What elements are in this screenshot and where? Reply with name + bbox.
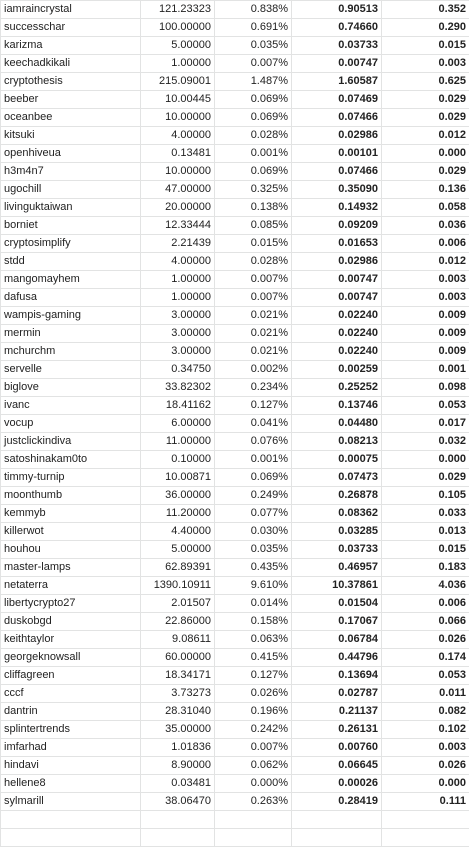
cell-amount[interactable]: 12.33444 bbox=[141, 217, 215, 235]
cell-value[interactable]: 0.00747 bbox=[292, 55, 382, 73]
cell-amount[interactable]: 0.13481 bbox=[141, 145, 215, 163]
cell-percent[interactable]: 0.196% bbox=[215, 703, 292, 721]
cell-value[interactable]: 0.00101 bbox=[292, 145, 382, 163]
cell-value[interactable]: 0.00747 bbox=[292, 289, 382, 307]
table-row bbox=[1, 613, 469, 631]
cell-username[interactable]: karizma bbox=[1, 37, 141, 55]
cell-percent[interactable]: 0.069% bbox=[215, 109, 292, 127]
table-row bbox=[1, 703, 469, 721]
cell-percent[interactable]: 0.076% bbox=[215, 433, 292, 451]
table-row bbox=[1, 289, 469, 307]
cell-amount[interactable]: 5.00000 bbox=[141, 37, 215, 55]
cell-reward[interactable]: 0.015 bbox=[382, 37, 469, 55]
cell-reward[interactable]: 0.036 bbox=[382, 217, 469, 235]
cell-username[interactable]: keechadkikali bbox=[1, 55, 141, 73]
cell-reward[interactable]: 0.098 bbox=[382, 379, 469, 397]
cell-amount[interactable]: 22.86000 bbox=[141, 613, 215, 631]
cell-value[interactable]: 0.00747 bbox=[292, 271, 382, 289]
table-row bbox=[1, 541, 469, 559]
cell-username[interactable]: dafusa bbox=[1, 289, 141, 307]
cell-value[interactable]: 0.07469 bbox=[292, 91, 382, 109]
table-row bbox=[1, 721, 469, 739]
cell-percent[interactable]: 0.069% bbox=[215, 469, 292, 487]
cell-reward[interactable]: 0.026 bbox=[382, 631, 469, 649]
cell-amount[interactable]: 18.41162 bbox=[141, 397, 215, 415]
cell-reward[interactable]: 0.013 bbox=[382, 523, 469, 541]
cell-value[interactable]: 0.35090 bbox=[292, 181, 382, 199]
cell-value[interactable]: 0.46957 bbox=[292, 559, 382, 577]
cell-amount[interactable]: 10.00000 bbox=[141, 109, 215, 127]
cell-amount[interactable]: 0.03481 bbox=[141, 775, 215, 793]
cell-reward[interactable]: 0.029 bbox=[382, 91, 469, 109]
cell-username[interactable]: servelle bbox=[1, 361, 141, 379]
cell-amount[interactable] bbox=[141, 811, 215, 829]
cell-username[interactable]: mangomayhem bbox=[1, 271, 141, 289]
grid-body bbox=[1, 1, 469, 847]
cell-amount[interactable]: 28.31040 bbox=[141, 703, 215, 721]
cell-username[interactable]: kitsuki bbox=[1, 127, 141, 145]
cell-username[interactable]: imfarhad bbox=[1, 739, 141, 757]
cell-amount[interactable]: 47.00000 bbox=[141, 181, 215, 199]
cell-amount[interactable]: 18.34171 bbox=[141, 667, 215, 685]
table-row bbox=[1, 325, 469, 343]
cell-amount[interactable]: 3.00000 bbox=[141, 343, 215, 361]
cell-username[interactable]: master-lamps bbox=[1, 559, 141, 577]
cell-reward[interactable]: 0.000 bbox=[382, 145, 469, 163]
table-row bbox=[1, 775, 469, 793]
table-row bbox=[1, 145, 469, 163]
cell-value[interactable]: 0.02787 bbox=[292, 685, 382, 703]
cell-percent[interactable]: 1.487% bbox=[215, 73, 292, 91]
cell-username[interactable]: iamraincrystal bbox=[1, 1, 141, 19]
cell-reward[interactable]: 0.105 bbox=[382, 487, 469, 505]
cell-amount[interactable]: 100.00000 bbox=[141, 19, 215, 37]
cell-username[interactable]: satoshinakam0to bbox=[1, 451, 141, 469]
cell-username[interactable]: biglove bbox=[1, 379, 141, 397]
table-row bbox=[1, 253, 469, 271]
cell-value[interactable]: 0.14932 bbox=[292, 199, 382, 217]
cell-reward[interactable] bbox=[382, 829, 469, 847]
cell-amount[interactable]: 62.89391 bbox=[141, 559, 215, 577]
cell-reward[interactable]: 0.003 bbox=[382, 55, 469, 73]
cell-username[interactable]: beeber bbox=[1, 91, 141, 109]
table-row bbox=[1, 487, 469, 505]
cell-percent[interactable]: 0.062% bbox=[215, 757, 292, 775]
table-row bbox=[1, 433, 469, 451]
cell-value[interactable]: 0.21137 bbox=[292, 703, 382, 721]
cell-percent[interactable]: 0.021% bbox=[215, 325, 292, 343]
cell-percent[interactable] bbox=[215, 811, 292, 829]
cell-amount[interactable]: 4.00000 bbox=[141, 127, 215, 145]
cell-amount[interactable]: 35.00000 bbox=[141, 721, 215, 739]
cell-value[interactable]: 0.07473 bbox=[292, 469, 382, 487]
cell-value[interactable]: 0.26131 bbox=[292, 721, 382, 739]
table-row bbox=[1, 1, 469, 19]
cell-amount[interactable]: 38.06470 bbox=[141, 793, 215, 811]
cell-percent[interactable]: 0.041% bbox=[215, 415, 292, 433]
cell-value[interactable]: 0.44796 bbox=[292, 649, 382, 667]
cell-value[interactable]: 0.00760 bbox=[292, 739, 382, 757]
cell-amount[interactable]: 11.20000 bbox=[141, 505, 215, 523]
cell-username[interactable]: houhou bbox=[1, 541, 141, 559]
cell-reward[interactable]: 0.012 bbox=[382, 253, 469, 271]
cell-value[interactable]: 0.02986 bbox=[292, 253, 382, 271]
cell-username[interactable]: h3m4n7 bbox=[1, 163, 141, 181]
cell-percent[interactable]: 0.026% bbox=[215, 685, 292, 703]
cell-percent[interactable]: 0.001% bbox=[215, 145, 292, 163]
table-row bbox=[1, 829, 469, 847]
cell-reward[interactable]: 0.000 bbox=[382, 451, 469, 469]
cell-username[interactable]: hellene8 bbox=[1, 775, 141, 793]
cell-amount[interactable]: 36.00000 bbox=[141, 487, 215, 505]
cell-percent[interactable]: 0.077% bbox=[215, 505, 292, 523]
cell-value[interactable]: 0.00075 bbox=[292, 451, 382, 469]
cell-reward[interactable]: 0.029 bbox=[382, 109, 469, 127]
cell-percent[interactable]: 0.325% bbox=[215, 181, 292, 199]
cell-value[interactable]: 0.06784 bbox=[292, 631, 382, 649]
cell-percent[interactable]: 0.069% bbox=[215, 91, 292, 109]
cell-username[interactable] bbox=[1, 829, 141, 847]
cell-amount[interactable]: 3.00000 bbox=[141, 307, 215, 325]
cell-username[interactable]: georgeknowsall bbox=[1, 649, 141, 667]
cell-reward[interactable]: 0.183 bbox=[382, 559, 469, 577]
cell-percent[interactable]: 0.021% bbox=[215, 307, 292, 325]
cell-amount[interactable]: 2.01507 bbox=[141, 595, 215, 613]
table-row bbox=[1, 379, 469, 397]
cell-reward[interactable]: 0.053 bbox=[382, 667, 469, 685]
cell-amount[interactable]: 3.73273 bbox=[141, 685, 215, 703]
cell-reward[interactable]: 0.017 bbox=[382, 415, 469, 433]
cell-amount[interactable]: 5.00000 bbox=[141, 541, 215, 559]
cell-amount[interactable]: 3.00000 bbox=[141, 325, 215, 343]
cell-value[interactable]: 0.02240 bbox=[292, 307, 382, 325]
table-row bbox=[1, 55, 469, 73]
cell-value[interactable]: 0.26878 bbox=[292, 487, 382, 505]
table-row bbox=[1, 199, 469, 217]
cell-username[interactable]: mchurchm bbox=[1, 343, 141, 361]
cell-value[interactable] bbox=[292, 829, 382, 847]
cell-username[interactable] bbox=[1, 811, 141, 829]
table-row bbox=[1, 415, 469, 433]
table-row bbox=[1, 505, 469, 523]
table-row bbox=[1, 685, 469, 703]
cell-percent[interactable]: 0.263% bbox=[215, 793, 292, 811]
table-row bbox=[1, 793, 469, 811]
cell-percent[interactable]: 0.015% bbox=[215, 235, 292, 253]
table-row bbox=[1, 577, 469, 595]
cell-amount[interactable]: 9.08611 bbox=[141, 631, 215, 649]
cell-username[interactable]: timmy-turnip bbox=[1, 469, 141, 487]
cell-amount[interactable]: 0.10000 bbox=[141, 451, 215, 469]
cell-percent[interactable]: 0.030% bbox=[215, 523, 292, 541]
cell-reward[interactable]: 0.352 bbox=[382, 1, 469, 19]
cell-username[interactable]: successchar bbox=[1, 19, 141, 37]
cell-username[interactable]: mermin bbox=[1, 325, 141, 343]
cell-amount[interactable]: 1.00000 bbox=[141, 289, 215, 307]
cell-amount[interactable]: 121.23323 bbox=[141, 1, 215, 19]
cell-percent[interactable]: 0.234% bbox=[215, 379, 292, 397]
cell-amount[interactable]: 215.09001 bbox=[141, 73, 215, 91]
table-row bbox=[1, 109, 469, 127]
cell-value[interactable]: 0.08213 bbox=[292, 433, 382, 451]
cell-value[interactable]: 0.17067 bbox=[292, 613, 382, 631]
cell-percent[interactable]: 0.127% bbox=[215, 397, 292, 415]
cell-username[interactable]: justclickindiva bbox=[1, 433, 141, 451]
cell-value[interactable]: 0.02986 bbox=[292, 127, 382, 145]
cell-amount[interactable]: 6.00000 bbox=[141, 415, 215, 433]
cell-reward[interactable]: 0.033 bbox=[382, 505, 469, 523]
table-row bbox=[1, 217, 469, 235]
table-row bbox=[1, 469, 469, 487]
cell-username[interactable]: ugochill bbox=[1, 181, 141, 199]
cell-percent[interactable]: 0.028% bbox=[215, 127, 292, 145]
cell-reward[interactable]: 0.009 bbox=[382, 343, 469, 361]
cell-username[interactable]: moonthumb bbox=[1, 487, 141, 505]
table-row bbox=[1, 595, 469, 613]
cell-username[interactable]: netaterra bbox=[1, 577, 141, 595]
cell-reward[interactable]: 0.006 bbox=[382, 595, 469, 613]
cell-percent[interactable]: 0.069% bbox=[215, 163, 292, 181]
cell-reward[interactable]: 0.625 bbox=[382, 73, 469, 91]
cell-username[interactable]: openhiveua bbox=[1, 145, 141, 163]
table-row bbox=[1, 757, 469, 775]
cell-username[interactable]: cryptosimplify bbox=[1, 235, 141, 253]
cell-amount[interactable]: 10.00445 bbox=[141, 91, 215, 109]
cell-percent[interactable]: 0.838% bbox=[215, 1, 292, 19]
cell-percent[interactable]: 0.138% bbox=[215, 199, 292, 217]
cell-value[interactable]: 1.60587 bbox=[292, 73, 382, 91]
cell-value[interactable]: 0.03285 bbox=[292, 523, 382, 541]
cell-username[interactable]: hindavi bbox=[1, 757, 141, 775]
cell-username[interactable]: wampis-gaming bbox=[1, 307, 141, 325]
cell-percent[interactable]: 0.415% bbox=[215, 649, 292, 667]
cell-percent[interactable]: 0.063% bbox=[215, 631, 292, 649]
cell-amount[interactable]: 8.90000 bbox=[141, 757, 215, 775]
cell-reward[interactable]: 0.001 bbox=[382, 361, 469, 379]
cell-percent[interactable]: 0.158% bbox=[215, 613, 292, 631]
cell-percent[interactable]: 0.035% bbox=[215, 37, 292, 55]
cell-reward[interactable]: 0.066 bbox=[382, 613, 469, 631]
cell-reward[interactable]: 0.009 bbox=[382, 325, 469, 343]
cell-amount[interactable]: 60.00000 bbox=[141, 649, 215, 667]
cell-percent[interactable]: 0.007% bbox=[215, 271, 292, 289]
cell-reward[interactable]: 0.009 bbox=[382, 307, 469, 325]
table-row bbox=[1, 127, 469, 145]
cell-reward[interactable]: 0.029 bbox=[382, 163, 469, 181]
cell-username[interactable]: killerwot bbox=[1, 523, 141, 541]
cell-value[interactable]: 0.07466 bbox=[292, 109, 382, 127]
cell-value[interactable]: 0.90513 bbox=[292, 1, 382, 19]
cell-username[interactable]: oceanbee bbox=[1, 109, 141, 127]
cell-value[interactable]: 0.00259 bbox=[292, 361, 382, 379]
cell-reward[interactable]: 0.082 bbox=[382, 703, 469, 721]
cell-reward[interactable]: 0.290 bbox=[382, 19, 469, 37]
cell-amount[interactable]: 4.00000 bbox=[141, 253, 215, 271]
table-row bbox=[1, 649, 469, 667]
cell-percent[interactable]: 9.610% bbox=[215, 577, 292, 595]
table-row bbox=[1, 397, 469, 415]
cell-username[interactable]: duskobgd bbox=[1, 613, 141, 631]
table-row bbox=[1, 343, 469, 361]
cell-value[interactable]: 0.00026 bbox=[292, 775, 382, 793]
cell-reward[interactable]: 0.003 bbox=[382, 271, 469, 289]
table-row bbox=[1, 667, 469, 685]
cell-reward[interactable]: 0.000 bbox=[382, 775, 469, 793]
table-row bbox=[1, 163, 469, 181]
cell-reward[interactable]: 4.036 bbox=[382, 577, 469, 595]
cell-amount[interactable]: 4.40000 bbox=[141, 523, 215, 541]
table-row bbox=[1, 811, 469, 829]
cell-amount[interactable]: 1390.10911 bbox=[141, 577, 215, 595]
cell-username[interactable]: livinguktaiwan bbox=[1, 199, 141, 217]
cell-amount[interactable]: 0.34750 bbox=[141, 361, 215, 379]
cell-percent[interactable]: 0.249% bbox=[215, 487, 292, 505]
table-row bbox=[1, 559, 469, 577]
cell-percent[interactable] bbox=[215, 829, 292, 847]
cell-reward[interactable]: 0.058 bbox=[382, 199, 469, 217]
cell-username[interactable]: sylmarill bbox=[1, 793, 141, 811]
cell-value[interactable]: 0.28419 bbox=[292, 793, 382, 811]
cell-username[interactable]: kemmyb bbox=[1, 505, 141, 523]
table-row bbox=[1, 73, 469, 91]
table-row bbox=[1, 361, 469, 379]
cell-percent[interactable]: 0.002% bbox=[215, 361, 292, 379]
cell-reward[interactable]: 0.012 bbox=[382, 127, 469, 145]
cell-amount[interactable]: 11.00000 bbox=[141, 433, 215, 451]
cell-amount[interactable]: 1.00000 bbox=[141, 271, 215, 289]
cell-value[interactable]: 0.09209 bbox=[292, 217, 382, 235]
cell-percent[interactable]: 0.127% bbox=[215, 667, 292, 685]
cell-amount[interactable]: 20.00000 bbox=[141, 199, 215, 217]
cell-percent[interactable]: 0.014% bbox=[215, 595, 292, 613]
cell-reward[interactable] bbox=[382, 811, 469, 829]
cell-reward[interactable]: 0.015 bbox=[382, 541, 469, 559]
cell-percent[interactable]: 0.007% bbox=[215, 289, 292, 307]
cell-percent[interactable]: 0.021% bbox=[215, 343, 292, 361]
table-row bbox=[1, 235, 469, 253]
cell-username[interactable]: cliffagreen bbox=[1, 667, 141, 685]
cell-value[interactable]: 0.06645 bbox=[292, 757, 382, 775]
cell-percent[interactable]: 0.691% bbox=[215, 19, 292, 37]
cell-reward[interactable]: 0.026 bbox=[382, 757, 469, 775]
table-row bbox=[1, 451, 469, 469]
table-row bbox=[1, 37, 469, 55]
table-row bbox=[1, 739, 469, 757]
cell-amount[interactable]: 10.00871 bbox=[141, 469, 215, 487]
cell-value[interactable]: 0.03733 bbox=[292, 37, 382, 55]
cell-username[interactable]: cccf bbox=[1, 685, 141, 703]
cell-value[interactable] bbox=[292, 811, 382, 829]
cell-reward[interactable]: 0.174 bbox=[382, 649, 469, 667]
table-row bbox=[1, 91, 469, 109]
cell-percent[interactable]: 0.001% bbox=[215, 451, 292, 469]
cell-percent[interactable]: 0.085% bbox=[215, 217, 292, 235]
table-row bbox=[1, 181, 469, 199]
cell-amount[interactable]: 1.01836 bbox=[141, 739, 215, 757]
table-row bbox=[1, 523, 469, 541]
cell-amount[interactable]: 33.82302 bbox=[141, 379, 215, 397]
cell-username[interactable]: dantrin bbox=[1, 703, 141, 721]
cell-value[interactable]: 0.08362 bbox=[292, 505, 382, 523]
cell-value[interactable]: 0.03733 bbox=[292, 541, 382, 559]
cell-value[interactable]: 0.13746 bbox=[292, 397, 382, 415]
cell-reward[interactable]: 0.003 bbox=[382, 739, 469, 757]
table-row bbox=[1, 307, 469, 325]
cell-username[interactable]: ivanc bbox=[1, 397, 141, 415]
cell-amount[interactable]: 1.00000 bbox=[141, 55, 215, 73]
cell-reward[interactable]: 0.032 bbox=[382, 433, 469, 451]
cell-value[interactable]: 0.25252 bbox=[292, 379, 382, 397]
cell-percent[interactable]: 0.435% bbox=[215, 559, 292, 577]
cell-value[interactable]: 0.07466 bbox=[292, 163, 382, 181]
cell-value[interactable]: 0.01653 bbox=[292, 235, 382, 253]
table-row bbox=[1, 19, 469, 37]
cell-amount[interactable] bbox=[141, 829, 215, 847]
cell-reward[interactable]: 0.011 bbox=[382, 685, 469, 703]
cell-value[interactable]: 0.74660 bbox=[292, 19, 382, 37]
cell-percent[interactable]: 0.035% bbox=[215, 541, 292, 559]
cell-percent[interactable]: 0.028% bbox=[215, 253, 292, 271]
cell-username[interactable]: vocup bbox=[1, 415, 141, 433]
cell-reward[interactable]: 0.003 bbox=[382, 289, 469, 307]
cell-value[interactable]: 0.04480 bbox=[292, 415, 382, 433]
cell-username[interactable]: libertycrypto27 bbox=[1, 595, 141, 613]
cell-reward[interactable]: 0.053 bbox=[382, 397, 469, 415]
cell-value[interactable]: 0.02240 bbox=[292, 343, 382, 361]
cell-username[interactable]: splintertrends bbox=[1, 721, 141, 739]
cell-percent[interactable]: 0.007% bbox=[215, 739, 292, 757]
cell-amount[interactable]: 2.21439 bbox=[141, 235, 215, 253]
cell-percent[interactable]: 0.007% bbox=[215, 55, 292, 73]
cell-value[interactable]: 0.02240 bbox=[292, 325, 382, 343]
cell-percent[interactable]: 0.242% bbox=[215, 721, 292, 739]
cell-percent[interactable]: 0.000% bbox=[215, 775, 292, 793]
cell-reward[interactable]: 0.102 bbox=[382, 721, 469, 739]
cell-username[interactable]: cryptothesis bbox=[1, 73, 141, 91]
cell-value[interactable]: 0.01504 bbox=[292, 595, 382, 613]
cell-username[interactable]: stdd bbox=[1, 253, 141, 271]
cell-value[interactable]: 10.37861 bbox=[292, 577, 382, 595]
cell-amount[interactable]: 10.00000 bbox=[141, 163, 215, 181]
cell-reward[interactable]: 0.136 bbox=[382, 181, 469, 199]
table-row bbox=[1, 271, 469, 289]
cell-reward[interactable]: 0.111 bbox=[382, 793, 469, 811]
cell-value[interactable]: 0.13694 bbox=[292, 667, 382, 685]
cell-username[interactable]: borniet bbox=[1, 217, 141, 235]
cell-reward[interactable]: 0.006 bbox=[382, 235, 469, 253]
table-row bbox=[1, 631, 469, 649]
cell-reward[interactable]: 0.029 bbox=[382, 469, 469, 487]
cell-username[interactable]: keithtaylor bbox=[1, 631, 141, 649]
